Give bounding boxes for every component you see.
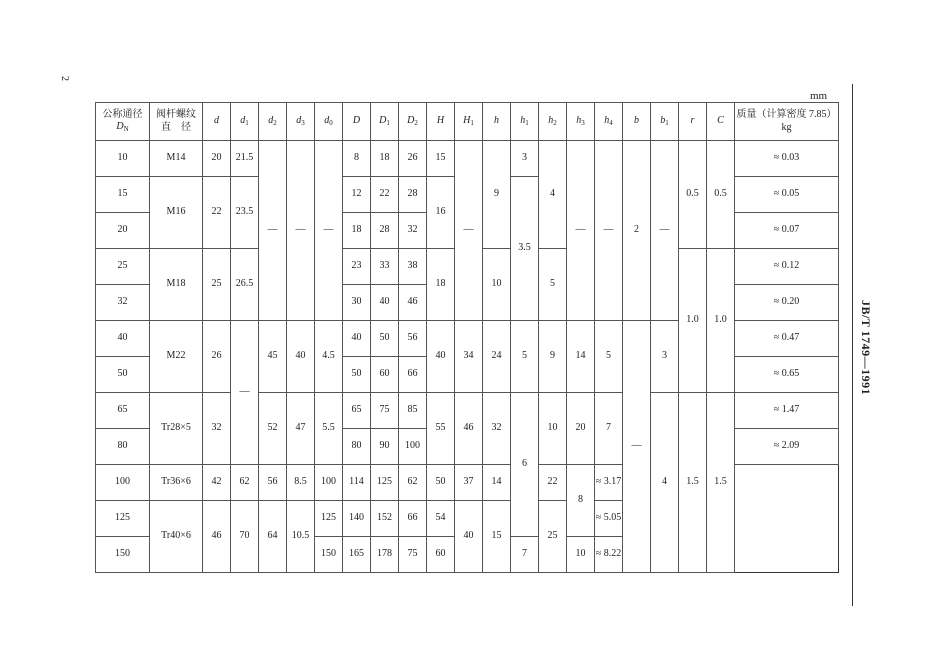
cell-d1: 26.5 [231,249,259,321]
cell-dn: 80 [96,429,150,465]
header-d3: $d_3$ [287,103,315,141]
cell-h3: 25 [539,501,567,573]
header-D: D [343,103,371,141]
cell-d1: 23.5 [231,177,259,249]
cell-b1: 3 [651,321,679,393]
cell-r: 1.0 [679,249,707,393]
header-thread: 阀杆螺纹 直 径 [150,103,203,141]
cell-h3: — [567,141,595,321]
cell-h1: 7 [511,537,539,573]
cell-C: 0.5 [707,141,735,249]
cell-D1: 165 [343,537,371,573]
cell-thread: M22 [150,321,203,393]
cell-D: 40 [343,321,371,357]
cell-D: 125 [315,501,343,537]
cell-d0: — [315,141,343,321]
cell-dn: 40 [96,321,150,357]
cell-H: 18 [427,249,455,321]
unit-label: mm [810,90,828,102]
cell-D: 18 [343,213,371,249]
cell-D2: 26 [399,141,427,177]
cell-D1: 60 [371,357,399,393]
cell-dn: 20 [96,213,150,249]
cell-d1: 21.5 [231,141,259,177]
cell-mass: ≈ 0.07 [735,213,839,249]
cell-D: 23 [343,249,371,285]
header-h: h [483,103,511,141]
cell-C: 1.5 [707,393,735,573]
standard-number: JB/T 1749—1991 [859,300,873,396]
cell-H1: 50 [427,465,455,501]
cell-D: 12 [343,177,371,213]
cell-d1: — [231,321,259,465]
cell-h: 37 [455,465,483,501]
header-d0: $d_0$ [315,103,343,141]
header-d: d [203,103,231,141]
cell-d: 32 [203,393,231,465]
cell-mass: ≈ 0.47 [735,321,839,357]
header-C: C [707,103,735,141]
cell-d0: 4.5 [315,321,343,393]
cell-C: 1.0 [707,249,735,393]
cell-dn: 125 [96,501,150,537]
cell-h: 32 [483,393,511,465]
cell-mass: ≈ 3.17 [595,465,623,501]
cell-thread: M18 [150,249,203,321]
cell-D1: 33 [371,249,399,285]
cell-D1: 40 [371,285,399,321]
cell-dn: 25 [96,249,150,285]
cell-h4: 10 [567,537,595,573]
cell-d2: 52 [259,393,287,465]
cell-b1: 4 [651,393,679,573]
cell-d: 25 [203,249,231,321]
header-h1: $h_1$ [511,103,539,141]
cell-dn: 15 [96,177,150,213]
cell-h4: 7 [595,393,623,465]
cell-d: 42 [203,465,231,501]
cell-D1: 75 [371,393,399,429]
cell-H: 62 [399,465,427,501]
cell-d0: 5.5 [315,393,343,465]
header-mass: 质量（计算密度 7.85） kg [735,103,839,141]
cell-D1: 140 [343,501,371,537]
cell-h2: 15 [483,501,511,573]
cell-D1: 90 [371,429,399,465]
cell-mass: ≈ 0.20 [735,285,839,321]
cell-D2: 66 [399,357,427,393]
cell-mass: ≈ 2.09 [735,429,839,465]
cell-D1: 22 [371,177,399,213]
cell-dn: 50 [96,357,150,393]
cell-D1: 28 [371,213,399,249]
cell-mass: ≈ 0.65 [735,357,839,393]
cell-D: 8 [343,141,371,177]
cell-H: 75 [399,537,427,573]
cell-h2: 10 [539,393,567,465]
header-h4: $h_4$ [595,103,623,141]
cell-D1: 114 [343,465,371,501]
cell-H: 66 [399,501,427,537]
header-d2: $d_2$ [259,103,287,141]
cell-b: — [623,321,651,573]
cell-D: 50 [343,357,371,393]
header-b1: $b_1$ [651,103,679,141]
cell-h2: 5 [539,249,567,321]
cell-D2: 85 [399,393,427,429]
cell-d0: 8.5 [287,465,315,501]
cell-D2: 152 [371,501,399,537]
cell-h: 10 [483,249,511,321]
cell-d3: — [287,141,315,321]
cell-thread: M14 [150,141,203,177]
cell-D2: 56 [399,321,427,357]
cell-d3: 40 [287,321,315,393]
cell-mass: ≈ 0.05 [735,177,839,213]
cell-dn: 100 [96,465,150,501]
cell-h: 40 [455,501,483,573]
cell-h: 9 [483,141,511,249]
header-D1: $D_1$ [371,103,399,141]
table-row [96,393,839,429]
cell-mass: ≈ 5.05 [595,501,623,537]
header-dn: 公称通径 $D_N$ [96,103,150,141]
cell-d2: 70 [231,501,259,573]
cell-h1: 6 [511,393,539,537]
cell-r: 0.5 [679,141,707,249]
cell-H1: — [455,141,483,321]
cell-H1: 34 [455,321,483,393]
page-number: 2 [59,76,70,81]
cell-D2: 38 [399,249,427,285]
cell-mass: ≈ 0.12 [735,249,839,285]
cell-h2: 14 [483,465,511,501]
cell-D2: 100 [399,429,427,465]
cell-H: 16 [427,177,455,249]
cell-h: 24 [483,321,511,393]
cell-d2: 62 [231,465,259,501]
cell-d3: 64 [259,501,287,573]
cell-h3: 20 [567,393,595,465]
cell-b: 2 [623,141,651,321]
table-row [96,141,839,177]
header-b: b [623,103,651,141]
header-D2: $D_2$ [399,103,427,141]
cell-d: 20 [203,141,231,177]
header-d1: $d_1$ [231,103,259,141]
cell-d2: 45 [259,321,287,393]
cell-H1: 60 [427,537,455,573]
cell-D: 65 [343,393,371,429]
cell-D2: 125 [371,465,399,501]
cell-h1: 3 [511,141,539,177]
cell-thread: Tr36×6 [150,465,203,501]
cell-D2: 28 [399,177,427,213]
cell-h2: 9 [539,321,567,393]
header-h2: $h_2$ [539,103,567,141]
cell-h1: 3.5 [511,177,539,321]
cell-D1: 50 [371,321,399,357]
cell-thread: Tr40×6 [150,501,203,573]
cell-d: 22 [203,177,231,249]
cell-D2: 46 [399,285,427,321]
cell-d0: 10.5 [287,501,315,573]
cell-H1: 46 [455,393,483,465]
cell-h4: 8 [567,465,595,537]
header-h3: $h_3$ [567,103,595,141]
header-r: r [679,103,707,141]
cell-d: 26 [203,321,231,393]
cell-H: 15 [427,141,455,177]
cell-D2: 32 [399,213,427,249]
cell-D2: 178 [371,537,399,573]
cell-D: 30 [343,285,371,321]
header-H: H [427,103,455,141]
cell-D: 100 [315,465,343,501]
cell-D: 80 [343,429,371,465]
cell-mass: ≈ 8.22 [595,537,623,573]
cell-h1: 5 [511,321,539,393]
cell-dn: 32 [96,285,150,321]
cell-H: 55 [427,393,455,465]
cell-dn: 150 [96,537,150,573]
cell-D1: 18 [371,141,399,177]
cell-h2: 4 [539,141,567,249]
dimension-table [95,102,839,573]
cell-h3: 14 [567,321,595,393]
cell-H1: 54 [427,501,455,537]
cell-thread: Tr28×5 [150,393,203,465]
cell-D: 150 [315,537,343,573]
cell-dn: 65 [96,393,150,429]
cell-r: 1.5 [679,393,707,573]
header-H1: $H_1$ [455,103,483,141]
cell-d2: — [259,141,287,321]
table-header-row [96,103,839,141]
cell-mass: ≈ 0.03 [735,141,839,177]
cell-dn: 10 [96,141,150,177]
cell-b1: — [651,141,679,321]
cell-mass: ≈ 1.47 [735,393,839,429]
cell-H: 40 [427,321,455,393]
margin-rule [852,84,853,606]
cell-d: 46 [203,501,231,573]
cell-h4: — [595,141,623,321]
cell-d3: 56 [259,465,287,501]
cell-h3: 22 [539,465,567,501]
cell-d3: 47 [287,393,315,465]
cell-thread: M16 [150,177,203,249]
cell-h4: 5 [595,321,623,393]
